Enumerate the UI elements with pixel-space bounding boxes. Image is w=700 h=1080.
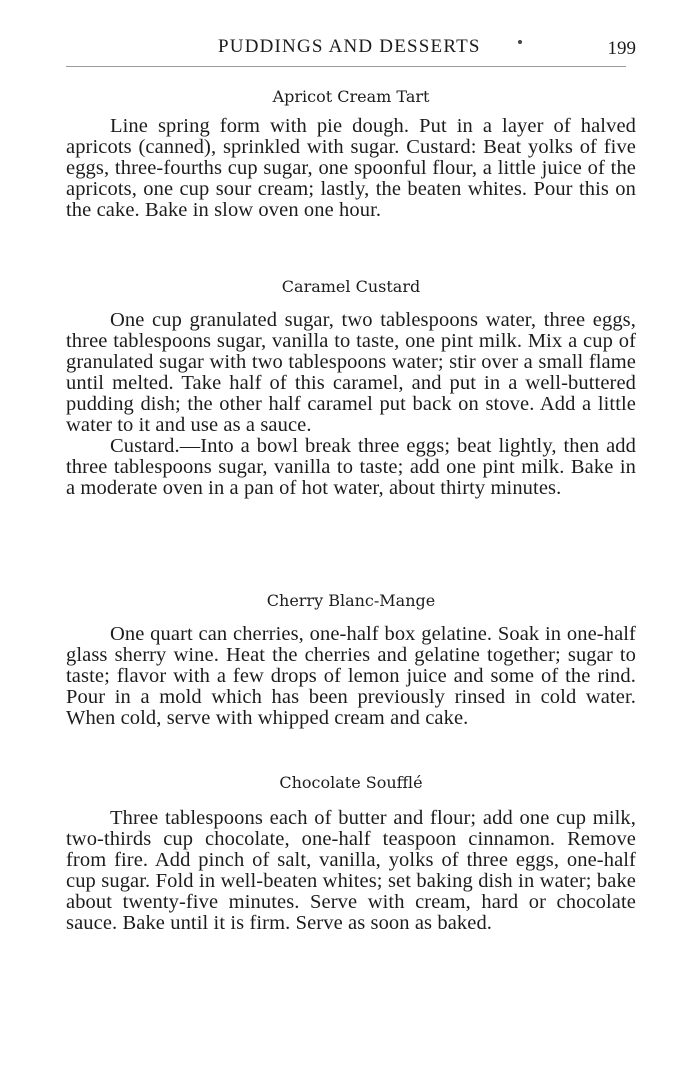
recipe-paragraph: One quart can cherries, one-half box gelatine. Soak in one-half glass sherry wine. Heat the cherries and gelatine together; sugar to taste; flavor with a few drops of lemon juice and some of the rind. Pour in a mold which has been previously rinsed in cold water. When cold, serve with whipped cream and cake. <box>66 623 636 729</box>
recipe-caramel-custard <box>66 276 636 499</box>
recipe-chocolate-souffle <box>66 772 636 934</box>
recipe-paragraph: Custard.—Into a bowl break three eggs; beat lightly, then add three tablespoons sugar, vanilla to taste; add one pint milk. Bake in a moderate oven in a pan of hot water, about thirty minutes. <box>66 435 636 499</box>
running-title: PUDDINGS AND DESSERTS <box>218 36 481 57</box>
recipe-apricot-cream-tart <box>66 86 636 221</box>
recipe-title: Chocolate Soufflé <box>279 773 423 792</box>
recipe-paragraph: Line spring form with pie dough. Put in a layer of halved apricots (canned), sprinkled with sugar. Custard: Beat yolks of five eggs, three-fourths cup sugar, one spoonful flour, a little juice of the apricots, one cup sour cream; lastly, the beaten whites. Pour this on the cake. Bake in slow oven one hour. <box>66 115 636 221</box>
page-number: 199 <box>607 38 636 59</box>
page-header <box>66 34 638 64</box>
ink-speck <box>518 40 522 44</box>
recipe-title: Cherry Blanc-Mange <box>266 591 436 610</box>
recipe-paragraph: Three tablespoons each of butter and flour; add one cup milk, two-thirds cup chocolate, one-half teaspoon cinnamon. Remove from fire. Add pinch of salt, vanilla, yolks of three eggs, one-half cup sugar. Fold in well-beaten whites; set baking dish in water; bake about twenty-five minutes. Serve with cream, hard or chocolate sauce. Bake until it is firm. Serve as soon as baked. <box>66 807 636 934</box>
recipe-paragraph: One cup granulated sugar, two tablespoons water, three eggs, three tablespoons sugar, vanilla to taste, one pint milk. Mix a cup of granulated sugar with two tablespoons water; stir over a small flame until melted. Take half of this caramel, and put in a well-buttered pudding dish; the other half caramel put back on stove. Add a little water to it and use as a sauce. <box>66 309 636 436</box>
recipe-cherry-blanc-mange <box>66 590 636 729</box>
header-rule <box>66 66 626 67</box>
recipe-title: Caramel Custard <box>281 277 421 296</box>
recipe-title: Apricot Cream Tart <box>272 87 430 106</box>
